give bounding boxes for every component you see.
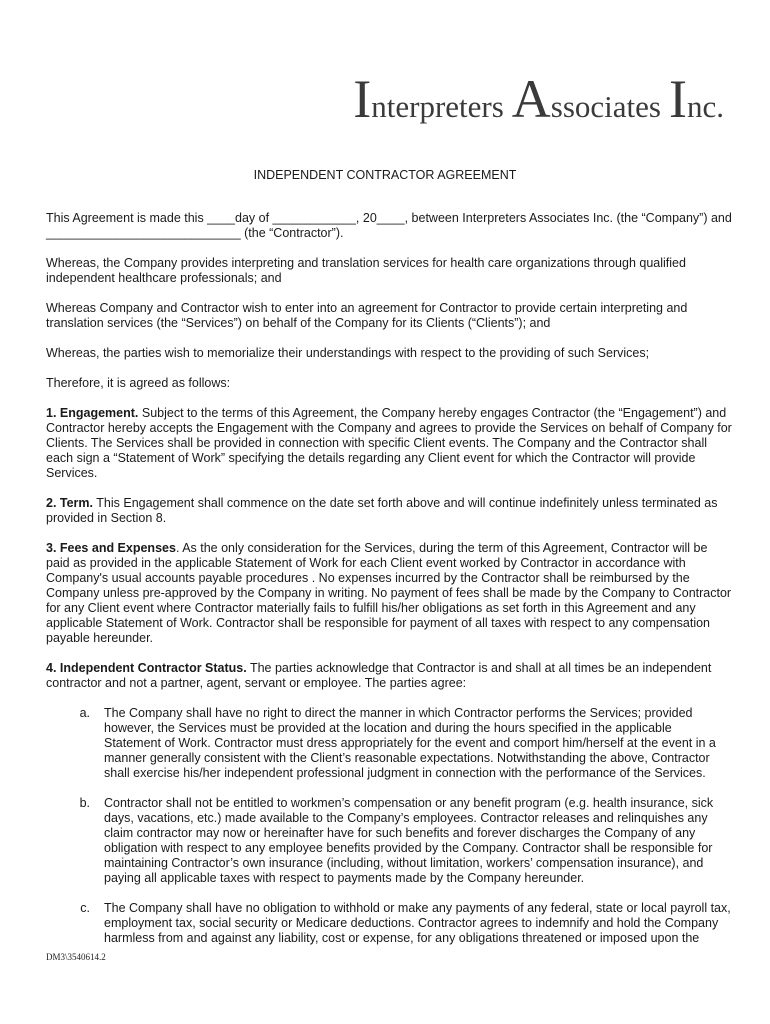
section-heading: 1. Engagement.	[46, 406, 139, 420]
section-text: The parties acknowledge that Contractor is and shall at all times be an independent contractor and not a partner, agent, servant or employee. The parties agree:	[46, 661, 712, 690]
whereas-paragraph-1: Whereas, the Company provides interpreting and translation services for health care organizations through qualified independent healthcare professionals; and	[46, 256, 686, 285]
section-engagement	[46, 406, 732, 481]
document-id-footer: DM3\3540614.2	[46, 952, 106, 962]
section-text: Subject to the terms of this Agreement, the Company hereby engages Contractor (the “Engagement”) and Contractor hereby accepts the Engagement with the Company and agrees to provide the Services on behalf of Company for Clients. The Services shall be provided in connection with specific Client events. The Company and the Contractor shall each sign a “Statement of Work” specifying the details regarding any Client event for which the Contractor will provide Services.	[46, 406, 732, 480]
agreement-body	[46, 211, 732, 961]
section-fees	[46, 541, 732, 646]
whereas-paragraph-2: Whereas Company and Contractor wish to enter into an agreement for Contractor to provide certain interpreting and translation services (the “Services”) on behalf of the Company for its Clients (“Clients”); and	[46, 301, 688, 330]
whereas-paragraph-3: Whereas, the parties wish to memorialize their understandings with respect to the providing of such Services;	[46, 346, 650, 360]
sub-items-list	[46, 706, 732, 946]
item-text: Contractor shall not be entitled to workmen’s compensation or any benefit program (e.g. health insurance, sick days, vacations, etc.) made available to the Company’s employees. Contractor releases and relinquishes any claim contractor may now or hereinafter have for such benefits and forever discharges the Company of any obligation with respect to any employee benefits provided by the Company. Contractor shall be responsible for maintaining Contractor’s own insurance (including, without limitation, workers’ compensation insurance), and paying all applicable taxes with respect to payments made by the Company hereunder.	[104, 796, 714, 885]
item-label: b.	[79, 796, 90, 810]
section-text: This Engagement shall commence on the date set forth above and will continue indefinitely unless terminated as provided in Section 8.	[46, 496, 718, 525]
list-item	[46, 706, 732, 781]
therefore-paragraph: Therefore, it is agreed as follows:	[46, 376, 231, 390]
item-text: The Company shall have no obligation to withhold or make any payments of any federal, state or local payroll tax, employment tax, social security or Medicare deductions. Contractor agrees to indemnify and hold the Company harmless from and against any liability, cost or expense, for any obligations threatened or imposed upon the	[104, 901, 731, 945]
list-item	[46, 796, 732, 886]
list-item	[46, 901, 732, 946]
item-label: c.	[80, 901, 90, 915]
section-heading: 2. Term.	[46, 496, 94, 510]
intro-paragraph: This Agreement is made this ____day of ____________, 20____, between Interpreters Associates Inc. (the “Company”) and ____________________________ (the “Contractor”).	[46, 211, 732, 240]
section-heading: 4. Independent Contractor Status.	[46, 661, 247, 675]
section-text: . As the only consideration for the Services, during the term of this Agreement, Contractor will be paid as provided in the applicable Statement of Work for each Client event worked by Contractor in accordance with Company's usual accounts payable procedures . No expenses incurred by the Contractor shall be reimbursed by the Company unless pre-approved by the Company in writing. No payment of fees shall be made by the Company to Contractor for any Client event where Contractor materially fails to fulfill his/her obligations as set forth in this Agreement and any applicable Statement of Work. Contractor shall be responsible for payment of all taxes with respect to any compensation payable hereunder.	[46, 541, 732, 645]
section-heading: 3. Fees and Expenses	[46, 541, 176, 555]
company-logo: Interpreters Associates Inc.	[353, 69, 724, 129]
document-title: INDEPENDENT CONTRACTOR AGREEMENT	[253, 168, 517, 182]
section-term	[46, 496, 732, 526]
item-label: a.	[79, 706, 90, 720]
item-text: The Company shall have no right to direct the manner in which Contractor performs the Services; provided however, the Services must be provided at the location and during the hours specified in the applicable Statement of Work. Contractor must dress appropriately for the event and comport him/herself at the event in a manner generally consistent with the Client’s reasonable expectations. Notwithstanding the above, Contractor shall exercise his/her independent professional judgment in connection with the performance of the Services.	[104, 706, 716, 780]
section-independent-status	[46, 661, 732, 691]
